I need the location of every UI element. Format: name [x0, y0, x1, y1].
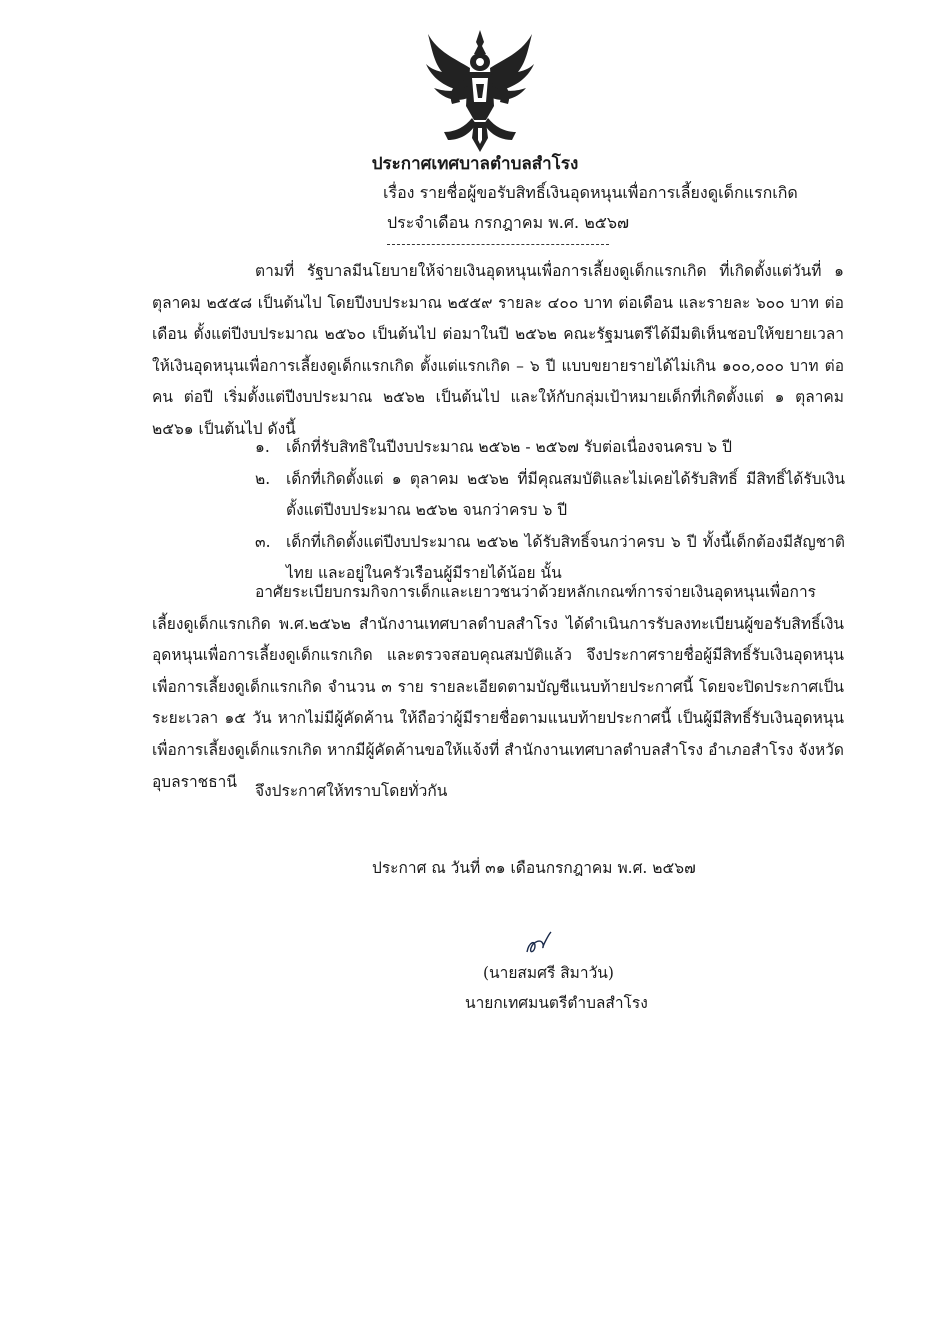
list-item-text: เด็กที่รับสิทธิในปีงบประมาณ ๒๕๖๒ - ๒๕๖๗ รับต่อเนื่องจนครบ ๖ ปี	[286, 438, 732, 456]
list-item-number: ๒.	[255, 469, 271, 488]
signer-name: (นายสมศรี สิมาวัน)	[483, 964, 614, 982]
list-item	[255, 464, 845, 527]
list-item-number: ๓.	[255, 532, 271, 551]
body-paragraph-1: ตามที่ รัฐบาลมีนโยบายให้จ่ายเงินอุดหนุนเพื่อการเลี้ยงดูเด็กแรกเกิด ที่เกิดตั้งแต่วันที่ ๑ ตุลาคม ๒๕๕๘ เป็นต้นไป โดยปีงบประมาณ ๒๕๕๙ รายละ ๔๐๐ บาท ต่อเดือน และรายละ ๖๐๐ บาท ต่อเดือน ตั้งแต่ปีงบประมาณ ๒๕๖๐ เป็นต้นไป ต่อมาในปี ๒๕๖๒ คณะรัฐมนตรีได้มีมติเห็นชอบให้ขยายเวลาให้เงินอุดหนุนเพื่อการเลี้ยงดูเด็กแรกเกิด ตั้งแต่แรกเกิด – ๖ ปี แบบขยายรายได้ไม่เกิน ๑๐๐,๐๐๐ บาท ต่อคน ต่อปี เริ่มตั้งแต่ปีงบประมาณ ๒๕๖๒ เป็นต้นไป และให้กับกลุ่มเป้าหมายเด็กที่เกิดตั้งแต่ ๑ ตุลาคม ๒๕๖๑ เป็นต้นไป ดังนี้	[152, 262, 844, 438]
list-item-number: ๑.	[255, 438, 270, 456]
title-divider	[387, 244, 609, 245]
announcement-subject: เรื่อง รายชื่อผู้ขอรับสิทธิ์เงินอุดหนุนเพื่อการเลี้ยงดูเด็กแรกเกิด	[383, 183, 798, 202]
announcement-title: ประกาศเทศบาลตำบลสำโรง	[371, 154, 579, 174]
body-paragraph-2: อาศัยระเบียบกรมกิจการเด็กและเยาวชนว่าด้วยหลักเกณฑ์การจ่ายเงินอุดหนุนเพื่อการเลี้ยงดูเด็กแรกเกิด พ.ศ.๒๕๖๒ สำนักงานเทศบาลตำบลสำโรง ได้ดำเนินการรับลงทะเบียนผู้ขอรับสิทธิ์เงินอุดหนุนเพื่อการเลี้ยงดูเด็กแรกเกิด และตรวจสอบคุณสมบัติแล้ว จึงประกาศรายชื่อผู้มีสิทธิ์รับเงินอุดหนุนเพื่อการเลี้ยงดูเด็กแรกเกิด จำนวน ๓ ราย รายละเอียดตามบัญชีแนบท้ายประกาศนี้ โดยจะปิดประกาศเป็นระยะเวลา ๑๕ วัน หากไม่มีผู้คัดค้าน ให้ถือว่าผู้มีรายชื่อตามแนบท้ายประกาศนี้ เป็นผู้มีสิทธิ์รับเงินอุดหนุนเพื่อการเลี้ยงดูเด็กแรกเกิด หากมีผู้คัดค้านขอให้แจ้งที่ สำนักงานเทศบาลตำบลสำโรง อำเภอสำโรง จังหวัดอุบลราชธานี	[152, 583, 844, 791]
garuda-emblem-icon	[424, 28, 536, 154]
list-item	[255, 432, 845, 464]
eligibility-list	[255, 432, 845, 590]
signer-title: นายกเทศมนตรีตำบลสำโรง	[465, 994, 648, 1012]
handwritten-signature-icon	[519, 928, 559, 958]
list-item-text: เด็กที่เกิดตั้งแต่ ๑ ตุลาคม ๒๕๖๒ ที่มีคุณสมบัติและไม่เคยได้รับสิทธิ์ มีสิทธิ์ได้รับเงินตั้งแต่ปีงบประมาณ ๒๕๖๒ จนกว่าครบ ๖ ปี	[286, 469, 845, 520]
closing-statement: จึงประกาศให้ทราบโดยทั่วกัน	[255, 782, 448, 800]
announcement-date: ประกาศ ณ วันที่ ๓๑ เดือนกรกฎาคม พ.ศ. ๒๕๖๗	[372, 859, 696, 877]
list-item-text: เด็กที่เกิดตั้งแต่ปีงบประมาณ ๒๕๖๒ ได้รับสิทธิ์จนกว่าครบ ๖ ปี ทั้งนี้เด็กต้องมีสัญชาติไทย และอยู่ในครัวเรือนผู้มีรายได้น้อย นั้น	[286, 532, 845, 583]
announcement-period: ประจำเดือน กรกฎาคม พ.ศ. ๒๕๖๗	[387, 213, 630, 232]
